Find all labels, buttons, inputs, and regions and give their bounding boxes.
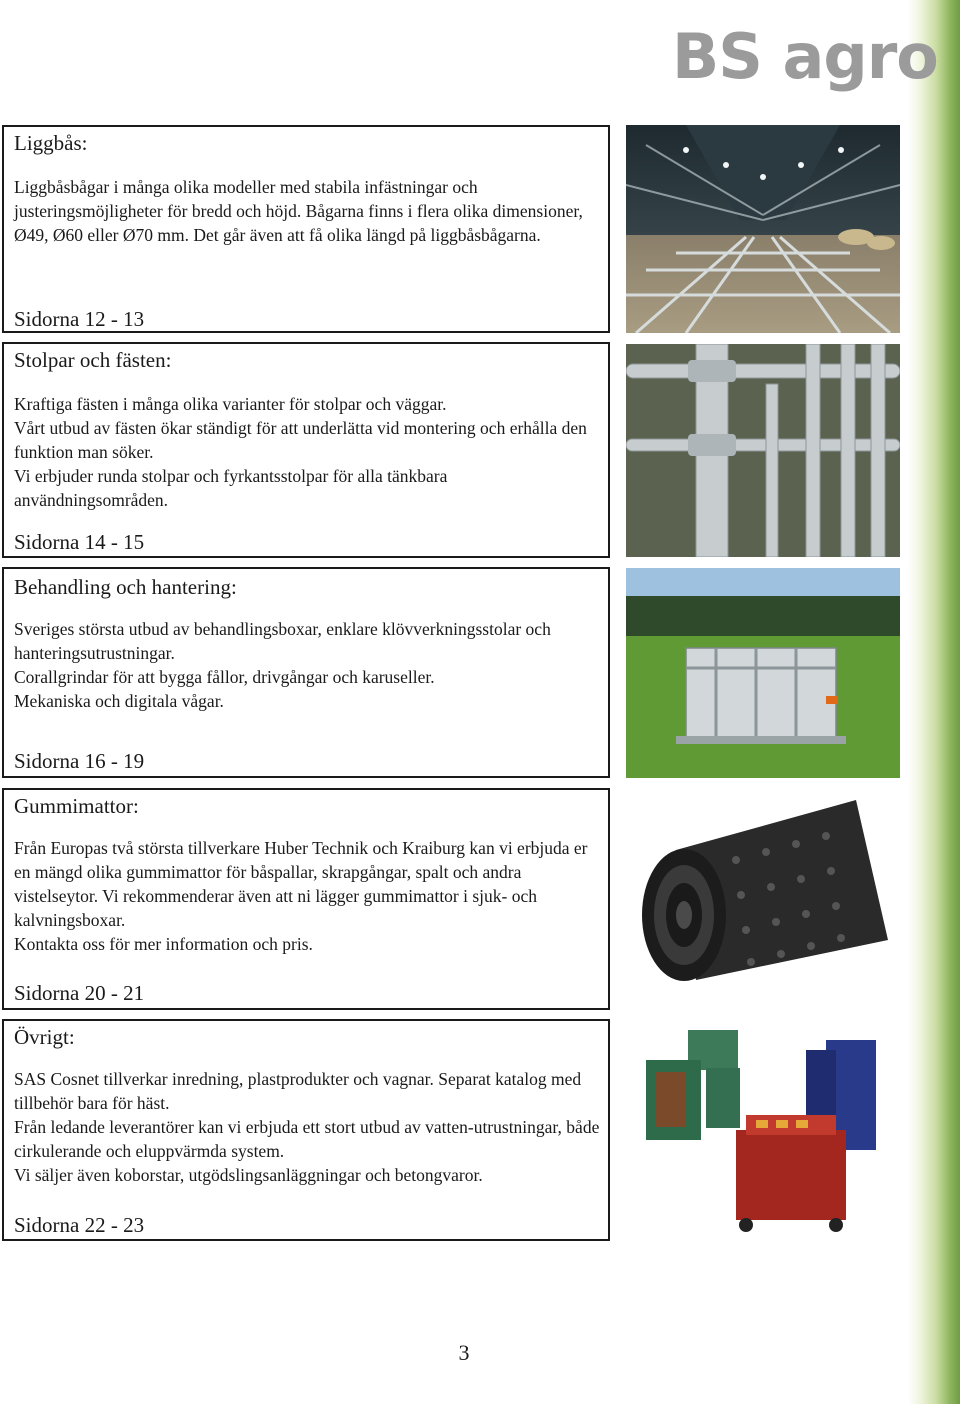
post-brackets-photo <box>626 344 900 557</box>
section-page-ref: Sidorna 14 - 15 <box>14 530 145 554</box>
treatment-box-photo <box>626 568 900 778</box>
section-title: Liggbås: <box>14 131 88 155</box>
section-gummimattor <box>2 788 610 1010</box>
tack-boxes-photo <box>626 1020 900 1242</box>
section-behandling <box>2 567 610 778</box>
section-paragraph: Kontakta oss för mer information och pris. <box>14 934 313 954</box>
section-paragraph: Kraftiga fästen i många olika varianter för stolpar och väggar. <box>14 394 447 414</box>
section-page-ref: Sidorna 22 - 23 <box>14 1213 145 1237</box>
green-side-strip <box>908 0 960 1404</box>
section-stolpar <box>2 342 610 558</box>
section-paragraph: Sveriges största utbud av behandlingsboxar, enklare klövverkningsstolar och hanteringsutrustningar. <box>14 619 551 663</box>
section-liggbas <box>2 125 610 333</box>
section-body <box>14 392 604 512</box>
section-paragraph: Mekaniska och digitala vågar. <box>14 691 224 711</box>
barn-stalls-photo <box>626 125 900 333</box>
section-page-ref: Sidorna 20 - 21 <box>14 981 145 1005</box>
section-title: Övrigt: <box>14 1025 75 1049</box>
section-title: Behandling och hantering: <box>14 575 237 599</box>
section-ovrigt <box>2 1019 610 1241</box>
section-paragraph: Från ledande leverantörer kan vi erbjuda ett stort utbud av vatten-utrustningar, både cirkulerande och eluppvärmda system. <box>14 1117 600 1161</box>
section-body <box>14 836 604 956</box>
logo-text: BS agro <box>672 20 938 93</box>
section-paragraph: Vårt utbud av fästen ökar ständigt för att underlätta vid montering och erhålla den funktion man söker. <box>14 418 587 462</box>
section-body <box>14 617 604 713</box>
section-body <box>14 1067 604 1187</box>
section-title: Gummimattor: <box>14 794 139 818</box>
bs-agro-logo <box>672 18 938 96</box>
section-title: Stolpar och fästen: <box>14 348 172 372</box>
section-paragraph: Corallgrindar för att bygga fållor, drivgångar och karuseller. <box>14 667 435 687</box>
section-paragraph: Vi erbjuder runda stolpar och fyrkantsstolpar för alla tänkbara användningsområden. <box>14 466 448 510</box>
page-number: 3 <box>458 1340 470 1365</box>
section-paragraph: Från Europas två största tillverkare Huber Technik och Kraiburg kan vi erbjuda er en mängd olika gummimattor för båspallar, skrapgångar, spalt och andra vistelseytor. Vi rekommenderar även att ni lägger gummimattor i sjuk- och kalvningsboxar. <box>14 838 588 930</box>
section-paragraph: Vi säljer även koborstar, utgödslingsanläggningar och betongvaror. <box>14 1165 483 1185</box>
section-page-ref: Sidorna 16 - 19 <box>14 749 145 773</box>
section-page-ref: Sidorna 12 - 13 <box>14 307 145 331</box>
section-paragraph: Liggbåsbågar i många olika modeller med stabila infästningar och justeringsmöjligheter för bredd och höjd. Bågarna finns i flera olika dimensioner, Ø49, Ø60 eller Ø70 mm. Det går även att få olika längd på liggbåsbågarna. <box>14 177 583 245</box>
rubber-mat-roll-photo <box>626 790 900 1010</box>
section-body <box>14 175 604 247</box>
section-paragraph: SAS Cosnet tillverkar inredning, plastprodukter och vagnar. Separat katalog med tillbehör bara för häst. <box>14 1069 582 1113</box>
